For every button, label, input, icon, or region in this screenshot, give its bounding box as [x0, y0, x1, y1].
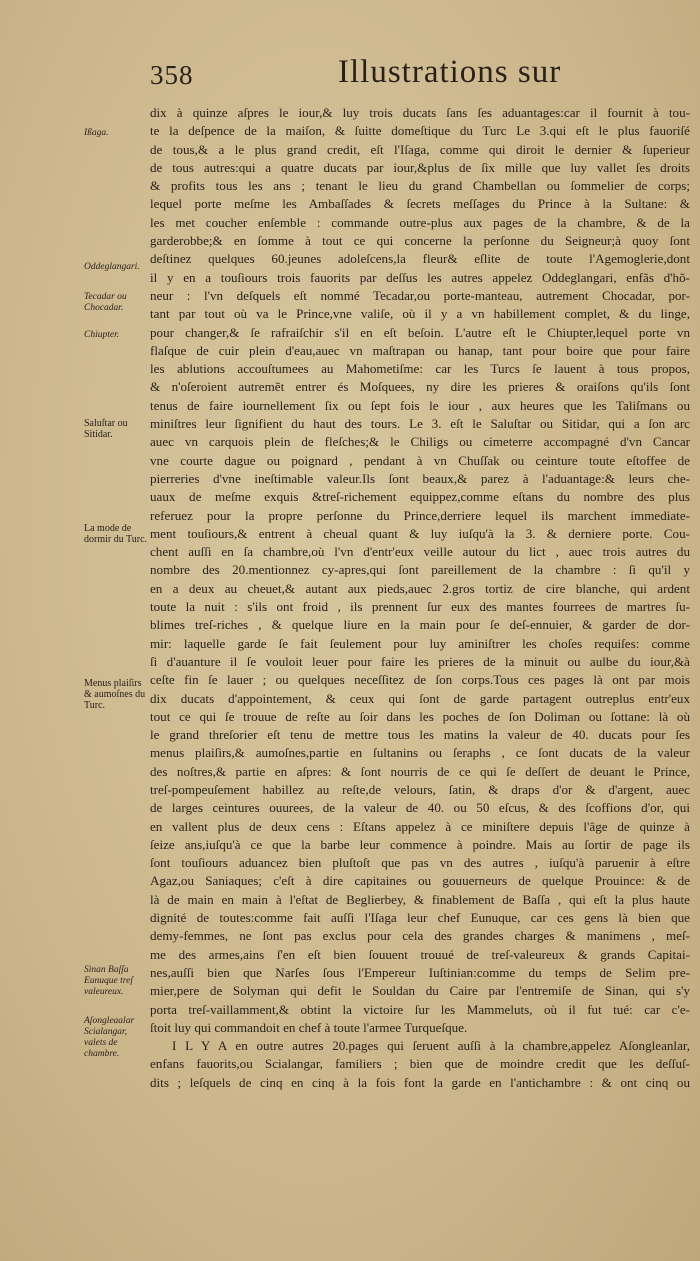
- text-line: des noſtres,& partie en aſpres: & ſont nourris de ce qui ſe deſſert de deuant le Prince,: [150, 763, 690, 779]
- text-line: referuez pour la propre perſonne du Prince,derriere lequel ils marchent immediate-: [150, 507, 690, 523]
- margin-note: Menus plaiſirs & aumoſnes du Turc.: [84, 678, 146, 711]
- margin-note: Oddeglangari.: [84, 262, 140, 272]
- text-line: & n'oſeroient autremẽt entrer és Moſquees, ny dire les prieres & oraiſons qu'ils ſont: [150, 379, 690, 395]
- text-line: nes,auſſi bien que Narſes ſous l'Empereur Iuſtinian:comme du temps de Selim pre-: [150, 964, 690, 980]
- text-line: me des armes,ains ſ'en eſt bien ſouuent trouué de treſ-valeureux & grands Capitai-: [150, 946, 690, 962]
- text-line: tout ce qui ſe trouue de reſte au ſoir dans les poches de ſon Doliman ou ſottane: là où: [150, 708, 690, 724]
- text-line: ſi d'auanture il ſe vouloit leuer pour faire les prieres de la minuit ou aulbe du iour,&à: [150, 653, 690, 669]
- text-line: menus plaiſirs,& aumoſnes,partie en ſultanins ou ſeraphs , ce ſont ducats de la valeur: [150, 745, 690, 761]
- text-line: les met coucher enſemble : commande outre-plus aux pages de la chambre, & de la: [150, 214, 690, 230]
- text-line: de tous,& a le plus grand credit, eſt l'Iſaga, comme qui diroit le dernier & ſuperieur: [150, 141, 690, 157]
- margin-note: Sinan Baſſa Eunuque treſ valeureux.: [84, 965, 133, 997]
- text-line: de tous autres:qui a quatre ducats par iour,&plus de ſix mille que luy vallet ſes droits: [150, 159, 690, 175]
- text-line: porta treſ-vaillamment,& obtint la victoire ſur les Mammeluts, où il fut tué: car c'e-: [150, 1001, 690, 1017]
- margin-note: La mode de dormir du Turc.: [84, 523, 148, 545]
- margin-notes: [0, 0, 150, 1261]
- text-line: mier,pere de Solyman qui defit le Souldan du Caire par l'entremiſe de Sinan, qui s'y: [150, 983, 690, 999]
- margin-note: Aſongleaalar Scialangar, valets de chambre.: [84, 1016, 135, 1059]
- text-line: chent auſſi en ſa chambre,où l'vn d'entr'eux veille autour du lict , auec trois autres du: [150, 544, 690, 560]
- text-line: demy-femmes, ne ſont pas exclus pour cela des grandes charges & manimens , meſ-: [150, 928, 690, 944]
- text-line: miniſtres leur ſignifient du haut des tours. Le 3. eſt le Saluſtar ou Sitidar, qui a ſon arc: [150, 416, 690, 432]
- text-line: dix ducats d'appointement, & ceux qui ſont de garde partagent outreplus entr'eux: [150, 690, 690, 706]
- text-line: te la deſpence de la maiſon, & ſuitte domeſtique du Turc Le 3.qui eſt le plus fauoriſé: [150, 123, 690, 139]
- text-line: neur : l'vn deſquels eſt nommé Tecadar,ou porte-manteau, autrement Chocadar, por-: [150, 287, 690, 303]
- text-line: en a deux au cheuet,& autant aux pieds,auec 2.gros tortiz de cire blanche, qui ardent: [150, 580, 690, 596]
- text-line: & profits tous les ans ; tenant le lieu du grand Chambellan ou ſommelier de corps;: [150, 178, 690, 194]
- text-line: tant par tout où va le Prince,vne valiſe, où il y a vn habillement complet, & du linge,: [150, 306, 690, 322]
- running-head: Illustrations sur: [338, 54, 562, 90]
- text-line: lequel porte meſme les Ambaſſades & ſecrets meſſages du Prince à la Sultane: &: [150, 196, 690, 212]
- text-line: mir: laquelle garde ſe fait ſeulement pour luy aminiſtrer les choſes requiſes: comme: [150, 635, 690, 651]
- text-line: ſont touſiours aduancez bien pluſtoſt que pas vn des autres , iuſqu'à paruenir à eſtre: [150, 855, 690, 871]
- text-line: blimes treſ-riches , & quelque liure en la main pour ſe deſ-ennuier, & garder de dor-: [150, 617, 690, 633]
- margin-note: Ißaga.: [84, 128, 109, 138]
- text-line: dits ; leſquels de cinq en cinq à la fois font la garde en l'antichambre : & ont cinq ou: [150, 1074, 690, 1090]
- text-line: treſ-pompeuſement habillez au reſte,de velours, ſatin, & draps d'or & d'argent, auec: [150, 781, 690, 797]
- margin-note: Chiupter.: [84, 330, 120, 340]
- text-line: en vallent plus de deux cens : Eſtans appelez à ce miniſtere depuis l'âge de quinze à: [150, 818, 690, 834]
- body-text: [150, 104, 690, 1092]
- text-line: pour changer,& ſe rafraiſchir s'il en eſt beſoin. L'autre eſt le Chiupter,lequel porte vn: [150, 324, 690, 340]
- text-line: ceſte fin ſe lauer ; ou quelques neceſſitez de ſon corps.Tous ces pages là ont par mois: [150, 672, 690, 688]
- text-line: enfans fauorits,ou Scialangar, familiers ; bien que de moindre credit que les deſſuſ-: [150, 1056, 690, 1072]
- text-line: dix à quinze aſpres le iour,& luy trois ducats ſans ſes aduantages:car il fournit à tou-: [150, 105, 690, 120]
- page-number: 358: [150, 60, 194, 90]
- text-line: ſeize ans,iuſqu'à ce que la barbe leur commence à poindre. Mais au ſortir de page ils: [150, 836, 690, 852]
- text-line: ſtoit luy qui commandoit en chef à toute l'armee Turqueſque.: [150, 1019, 468, 1035]
- text-line: auec vn carquois plein de fleſches;& le Chiligs ou cimeterre accompagné d'vn Cancar: [150, 434, 690, 450]
- text-line: ment touſiours,& entrent à cheual quant & luy iuſqu'à la 3. & derniere porte. Cou-: [150, 525, 690, 541]
- text-line: toute la nuit : s'ils ont froid , ils prennent ſur eux des mantes fourrees de martres ſu-: [150, 599, 690, 615]
- text-line: I L Y A en outre autres 20.pages qui ſeruent auſſi à la chambre,appelez Aſongleanlar,: [172, 1038, 690, 1054]
- text-line: le grand threſorier eſt tenu de mettre tous les matins la valeur de 40. ducats pour ſes: [150, 727, 690, 743]
- text-line: flaſque de cuir plein d'eau,auec vn maſtrapan ou hanap, tant pour boire que pour faire: [150, 342, 690, 358]
- margin-note: Tecadar ou Chocadar.: [84, 292, 127, 313]
- text-line: vne courte dague ou poignard , pendant à vn Chuſſak ou ceinture toute eſtoffee de: [150, 452, 690, 468]
- text-line: uaux de meſme exquis &treſ-richement equippez,comme eſtans du nombre des plus: [150, 489, 690, 505]
- text-line: il y en a touſiours trois fauorits par deſſus les autres appelez Oddeglangari, enfãs d'hõ-: [150, 269, 690, 285]
- text-line: deſtinez quelques 60.jeunes adoleſcens,la fleur& eſlite de toute l'Agemoglerie,dont: [150, 251, 690, 267]
- text-line: de larges ceintures ouurees, de la valeur de 40. ou 50 eſcus, & des ſcoffions d'or, qui: [150, 800, 690, 816]
- text-line: dignité de toutes:comme fait auſſi l'Iſaga leur chef Eunuque, car ces gens là bien que: [150, 910, 690, 926]
- margin-note: Saluſtar ou Sitidar.: [84, 418, 128, 440]
- text-line: pierreries d'vne ineſtimable valeur.Ils ſont beaux,& parez à l'aduantage:& leurs che-: [150, 470, 690, 486]
- text-line: garderobbe;& en ſomme à tout ce qui concerne la perſonne du Seigneur;à quoy ſont: [150, 233, 690, 249]
- text-line: Agaz,ou Saniaques; c'eſt à dire capitaines ou gouuerneurs de quelque Prouince: & de: [150, 873, 690, 889]
- text-line: tenus de faire iournellement ſix ou ſept fois le iour , aux heures que les Taliſmans ou: [150, 397, 690, 413]
- text-line: les ablutions accouſtumees au Mahometiſme: car les Turcs ſe lauent à tous propos,: [150, 361, 690, 377]
- text-line: nombre des 20.mentionnez cy-apres,qui ſont pareillement de la chambre : ſi qu'il y: [150, 562, 690, 578]
- text-line: là de main en main à l'eſtat de Beglierbey, & finablement de Baſſa , qui eſt la plus haute: [150, 891, 690, 907]
